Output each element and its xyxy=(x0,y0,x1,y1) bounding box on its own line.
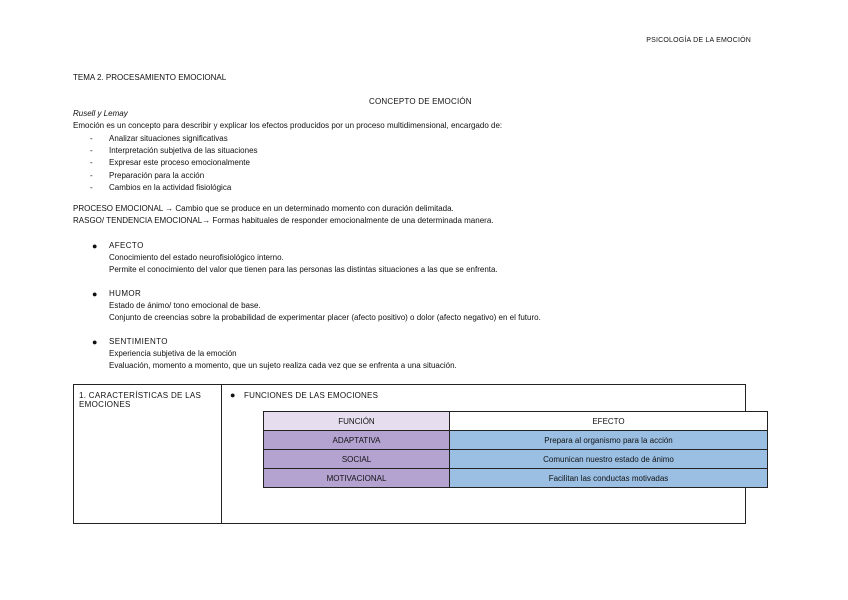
funciones-label: FUNCIONES DE LAS EMOCIONES xyxy=(244,391,379,400)
funciones-table xyxy=(263,411,768,488)
column-header: EFECTO xyxy=(450,412,768,431)
efecto-cell: Comunican nuestro estado de ánimo xyxy=(450,450,768,469)
table-row xyxy=(264,469,768,488)
bullet-title: AFECTO xyxy=(109,241,144,250)
tema-title: TEMA 2. PROCESAMIENTO EMOCIONAL xyxy=(73,73,227,82)
caracteristicas-box xyxy=(73,384,746,524)
bullet-icon: ● xyxy=(230,390,236,400)
bullet-line: Experiencia subjetiva de la emoción xyxy=(109,349,237,358)
list-item: - Expresar este proceso emocionalmente xyxy=(90,157,258,169)
efecto-cell: Facilitan las conductas motivadas xyxy=(450,469,768,488)
proceso-definition: PROCESO EMOCIONAL → Cambio que se produce en un determinado momento con duración delimitada. xyxy=(73,204,454,213)
bullet-icon: ● xyxy=(92,241,98,251)
function-list xyxy=(90,133,258,194)
section-heading: CONCEPTO DE EMOCIÓN xyxy=(369,97,472,106)
course-title: PSICOLOGÍA DE LA EMOCIÓN xyxy=(646,37,751,44)
list-item: - Preparación para la acción xyxy=(90,170,258,182)
table-row xyxy=(264,450,768,469)
list-item: - Interpretación subjetiva de las situaciones xyxy=(90,145,258,157)
efecto-cell: Prepara al organismo para la acción xyxy=(450,431,768,450)
rasgo-definition: RASGO/ TENDENCIA EMOCIONAL→ Formas habituales de responder emocionalmente de una determinada manera. xyxy=(73,216,494,225)
bullet-icon: ● xyxy=(92,337,98,347)
funcion-cell: SOCIAL xyxy=(264,450,450,469)
bullet-line: Permite el conocimiento del valor que tienen para las personas las distintas situaciones a las que se enfrenta. xyxy=(109,265,498,274)
caracteristicas-label-cell xyxy=(74,385,222,523)
bullet-title: HUMOR xyxy=(109,289,142,298)
table-row xyxy=(264,431,768,450)
bullet-line: Conjunto de creencias sobre la probabilidad de experimentar placer (afecto positivo) o dolor (afecto negativo) en el futuro. xyxy=(109,313,541,322)
intro-text: Emoción es un concepto para describir y explicar los efectos producidos por un proceso multidimensional, encargado de: xyxy=(73,121,503,130)
list-item: - Cambios en la actividad fisiológica xyxy=(90,182,258,194)
funcion-cell: ADAPTATIVA xyxy=(264,431,450,450)
bullet-icon: ● xyxy=(92,289,98,299)
bullet-title: SENTIMIENTO xyxy=(109,337,168,346)
bullet-line: Conocimiento del estado neurofisiológico interno. xyxy=(109,253,284,262)
table-header-row xyxy=(264,412,768,431)
authors: Rusell y Lemay xyxy=(73,109,128,118)
bullet-line: Estado de ánimo/ tono emocional de base. xyxy=(109,301,261,310)
caracteristicas-title: 1. CARACTERÍSTICAS DE LAS EMOCIONES xyxy=(79,391,202,409)
column-header: FUNCIÓN xyxy=(264,412,450,431)
bullet-line: Evaluación, momento a momento, que un sujeto realiza cada vez que se enfrenta a una situación. xyxy=(109,361,457,370)
list-item: - Analizar situaciones significativas xyxy=(90,133,258,145)
funcion-cell: MOTIVACIONAL xyxy=(264,469,450,488)
funciones-subtitle xyxy=(230,390,379,400)
